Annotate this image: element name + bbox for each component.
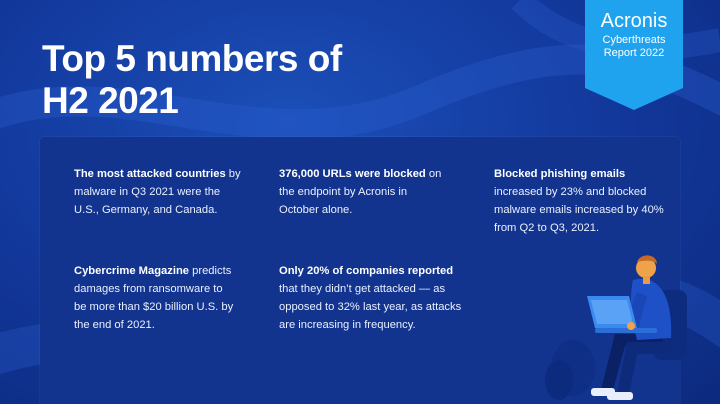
stat-item <box>494 165 669 237</box>
badge-line-1: Cyberthreats <box>602 34 666 46</box>
stat-highlight: Blocked phishing emails <box>494 168 626 180</box>
stat-highlight: Only 20% of companies reported <box>279 265 454 277</box>
stat-highlight: 376,000 URLs were blocked <box>279 168 426 180</box>
stat-item <box>279 165 449 219</box>
stat-text: that they didn’t get attacked — as opposed to 32% last year, as attacks are increasing in frequency. <box>279 283 462 331</box>
stat-text: by malware in Q3 2021 were the U.S., Germany, and Canada. <box>74 168 241 216</box>
stat-item <box>74 165 244 219</box>
stat-item <box>74 262 234 334</box>
stat-text: increased by 23% and blocked malware emails increased by 40% from Q2 to Q3, 2021. <box>494 186 664 234</box>
badge-line-2: Report 2022 <box>603 47 665 59</box>
stat-item <box>279 262 464 334</box>
stat-text: predicts damages from ransomware to be more than $20 billion U.S. by the end of 2021. <box>74 265 234 331</box>
stat-text: on the endpoint by Acronis in October alone. <box>279 168 442 216</box>
badge-brand: Acronis <box>600 10 668 32</box>
report-badge <box>585 0 683 110</box>
headline-line-1: Top 5 numbers of <box>42 38 342 79</box>
headline-line-2: H2 2021 <box>42 80 179 121</box>
person-with-laptop-illustration <box>545 250 715 404</box>
stat-highlight: The most attacked countries <box>74 168 226 180</box>
stat-highlight: Cybercrime Magazine <box>74 265 190 277</box>
headline <box>42 38 342 122</box>
